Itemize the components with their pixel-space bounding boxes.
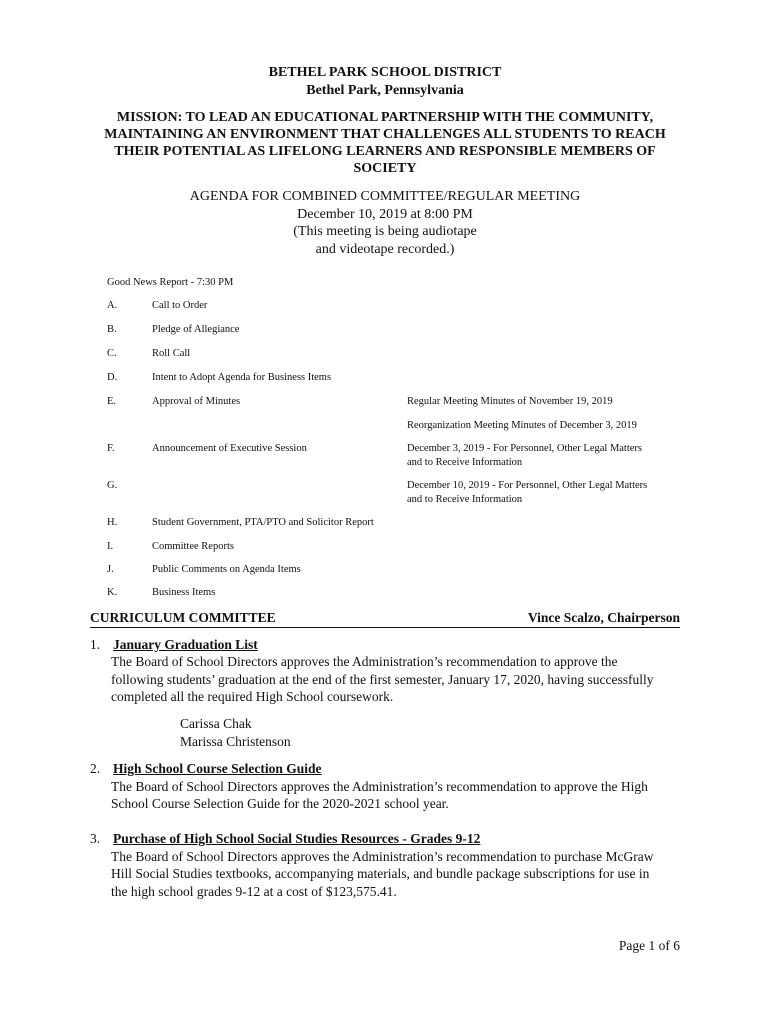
agenda-title: AGENDA FOR COMBINED COMMITTEE/REGULAR MEETING: [189, 189, 581, 204]
agenda-letter: K.: [107, 587, 118, 598]
agenda-note: Regular Meeting Minutes of November 19, 2019: [407, 396, 613, 407]
item-number: 2.: [90, 761, 101, 776]
agenda-note: and to Receive Information: [407, 457, 523, 468]
agenda-letter: C.: [107, 348, 117, 359]
item-title: High School Course Selection Guide: [113, 761, 322, 776]
student-name: Carissa Chak: [180, 716, 252, 731]
agenda-title: Pledge of Allegiance: [152, 324, 240, 335]
committee-chair: Vince Scalzo, Chairperson: [527, 610, 680, 625]
item-number: 3.: [90, 831, 101, 846]
item-text: following students’ graduation at the end of the first semester, January 17, 2020, having successfully: [111, 672, 654, 687]
agenda-letter: H.: [107, 517, 118, 528]
meeting-date: December 10, 2019 at 8:00 PM: [297, 207, 473, 222]
item-text: the high school grades 9-12 at a cost of $123,575.41.: [111, 884, 397, 899]
agenda-title: Call to Order: [152, 300, 208, 311]
agenda-title: Committee Reports: [152, 541, 234, 552]
item-text: The Board of School Directors approves the Administration’s recommendation to approve the: [111, 654, 618, 669]
district-location: Bethel Park, Pennsylvania: [306, 83, 464, 98]
agenda-title: Roll Call: [152, 348, 191, 359]
agenda-note: December 3, 2019 - For Personnel, Other Legal Matters: [407, 443, 643, 454]
good-news-report: Good News Report - 7:30 PM: [107, 277, 234, 288]
committee-name: CURRICULUM COMMITTEE: [90, 610, 276, 625]
mission-line: THEIR POTENTIAL AS LIFELONG LEARNERS AND RESPONSIBLE MEMBERS OF: [114, 144, 656, 159]
agenda-letter: F.: [107, 443, 115, 454]
agenda-title: Business Items: [152, 587, 216, 598]
item-text: The Board of School Directors approves the Administration’s recommendation to purchase McGraw: [111, 849, 654, 864]
agenda-title: Intent to Adopt Agenda for Business Items: [152, 372, 332, 383]
item-text: The Board of School Directors approves the Administration’s recommendation to approve the High: [111, 779, 648, 794]
agenda-letter: D.: [107, 372, 118, 383]
mission-line: SOCIETY: [353, 161, 417, 176]
agenda-note: and to Receive Information: [407, 494, 523, 505]
item-title: Purchase of High School Social Studies Resources - Grades 9-12: [113, 831, 481, 846]
agenda-letter: A.: [107, 300, 118, 311]
mission-line: MISSION: TO LEAD AN EDUCATIONAL PARTNERSHIP WITH THE COMMUNITY,: [116, 110, 654, 125]
recording-notice: (This meeting is being audiotape: [293, 224, 477, 239]
agenda-title: Student Government, PTA/PTO and Solicitor Report: [152, 517, 374, 528]
mission-line: MAINTAINING AN ENVIRONMENT THAT CHALLENGES ALL STUDENTS TO REACH: [104, 127, 666, 142]
student-name: Marissa Christenson: [180, 734, 291, 749]
agenda-letter: B.: [107, 324, 117, 335]
page-number: Page 1 of 6: [618, 938, 680, 953]
agenda-note: Reorganization Meeting Minutes of December 3, 2019: [407, 420, 637, 431]
recording-notice: and videotape recorded.): [315, 242, 455, 257]
agenda-title: Announcement of Executive Session: [152, 443, 307, 454]
item-title: January Graduation List: [113, 637, 258, 652]
agenda-letter: E.: [107, 396, 117, 407]
item-number: 1.: [90, 637, 101, 652]
agenda-title: Public Comments on Agenda Items: [152, 564, 301, 575]
item-text: Hill Social Studies textbooks, accompanying materials, and bundle package subscriptions for use in: [111, 866, 650, 881]
district-name: BETHEL PARK SCHOOL DISTRICT: [268, 65, 502, 80]
agenda-title: Approval of Minutes: [152, 396, 241, 407]
item-text: School Course Selection Guide for the 2020-2021 school year.: [111, 796, 449, 811]
agenda-letter: I.: [107, 541, 114, 552]
agenda-letter: G.: [107, 480, 118, 491]
item-text: completed all the required High School coursework.: [111, 689, 394, 704]
agenda-letter: J.: [107, 564, 114, 575]
committee-header: [90, 609, 680, 628]
agenda-note: December 10, 2019 - For Personnel, Other Legal Matters: [407, 480, 648, 491]
